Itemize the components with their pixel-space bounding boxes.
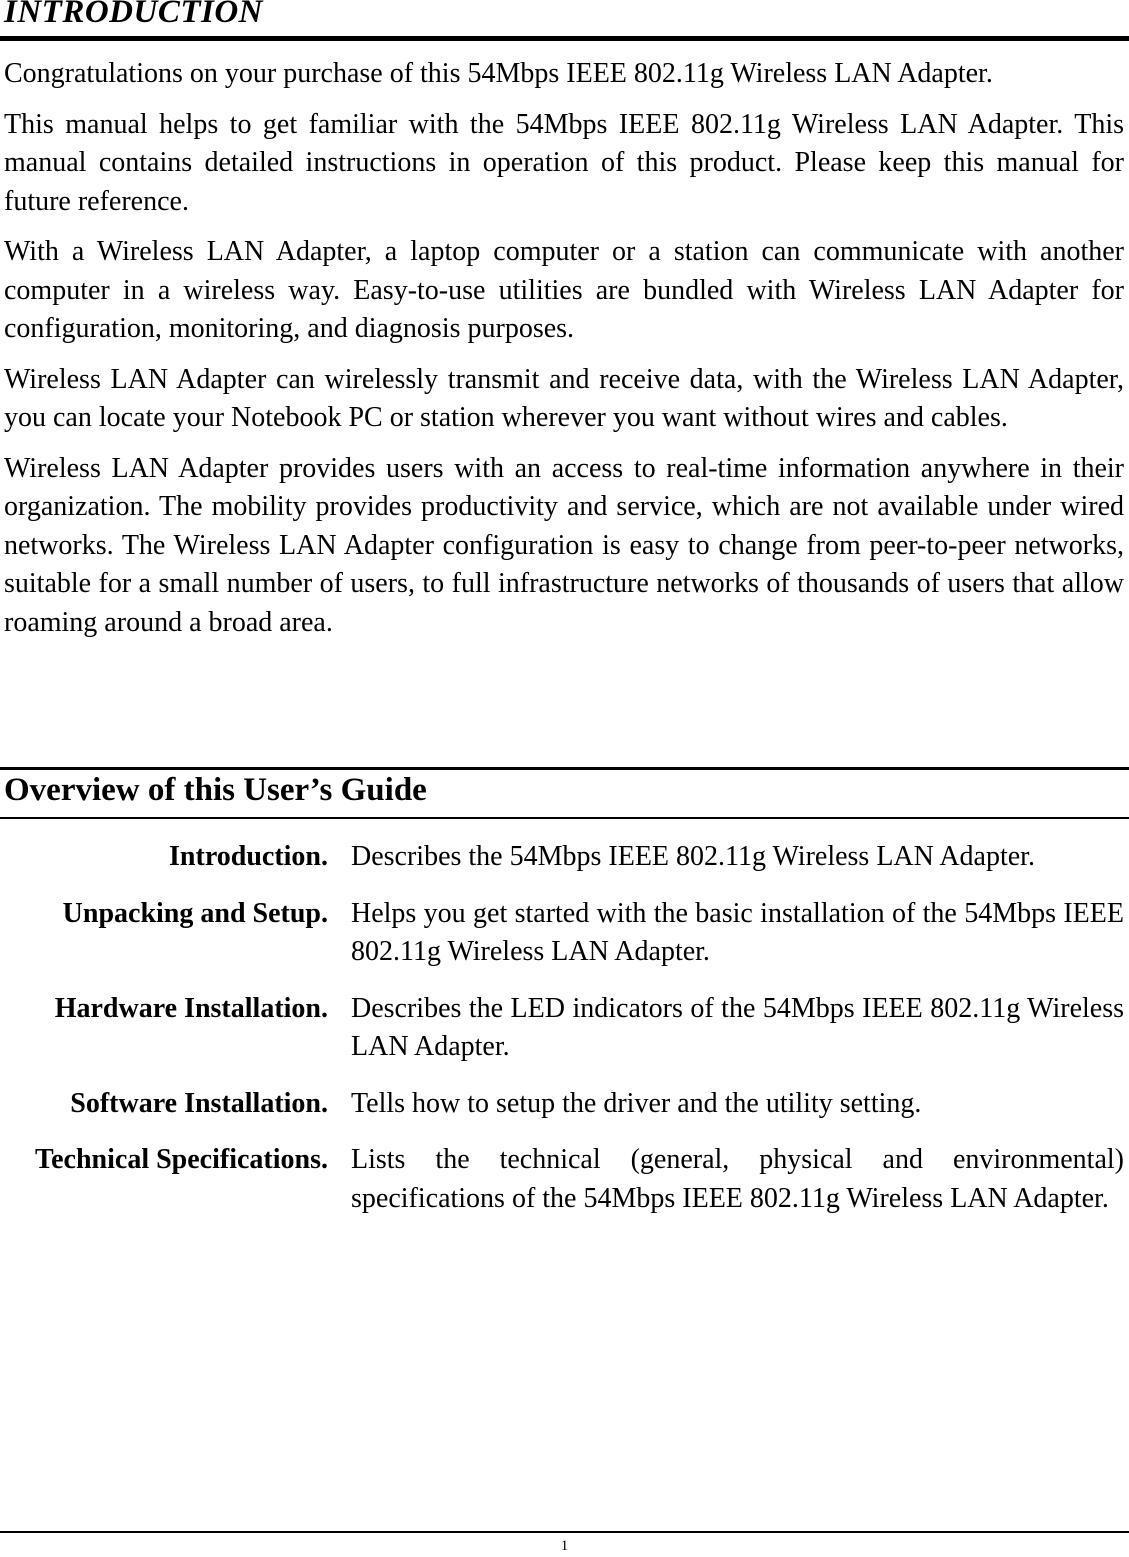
intro-paragraph: Wireless LAN Adapter provides users with an access to real-time information anywhere in their organization. The mobility provides productivity and service, which are not available under wired networks. The Wireless LAN Adapter configuration is easy to change from peer-to-peer networks, suitable for a small number of users, to full infrastructure networks of thousands of users that allow roaming around a broad area. [4,452,1124,638]
overview-list [0,838,1124,1236]
title-rule [0,36,1129,41]
intro-body [4,55,1124,654]
overview-desc: Describes the 54Mbps IEEE 802.11g Wireless LAN Adapter. [351,841,1035,872]
section-heading: Overview of this User’s Guide [4,772,427,808]
page-title: INTRODUCTION [4,0,264,30]
overview-row [0,1085,1124,1124]
intro-paragraph: Wireless LAN Adapter can wirelessly transmit and receive data, with the Wireless LAN Adapter, you can locate your Notebook PC or station wherever you want without wires and cables. [4,363,1124,433]
overview-term: Technical Specifications. [35,1144,328,1175]
footer-rule [0,1531,1129,1533]
overview-desc: Helps you get started with the basic installation of the 54Mbps IEEE 802.11g Wireless LAN Adapter. [351,897,1124,967]
overview-desc: Lists the technical (general, physical and environmental) specifications of the 54Mbps IEEE 802.11g Wireless LAN Adapter. [351,1144,1124,1214]
section-rule-top [0,767,1129,770]
overview-desc: Describes the LED indicators of the 54Mbps IEEE 802.11g Wireless LAN Adapter. [351,992,1124,1062]
overview-row [0,990,1124,1067]
overview-term: Unpacking and Setup. [62,897,328,929]
intro-paragraph: With a Wireless LAN Adapter, a laptop computer or a station can communicate with another computer in a wireless way. Easy-to-use utilities are bundled with Wireless LAN Adapter for configuration, monitoring, and diagnosis purposes. [4,236,1124,344]
overview-row [0,1141,1124,1218]
overview-row [0,838,1124,877]
overview-desc: Tells how to setup the driver and the utility setting. [351,1087,922,1119]
overview-term: Introduction. [169,841,328,872]
page-number: 1 [560,1538,569,1554]
overview-row [0,895,1124,972]
overview-term: Hardware Installation. [54,992,328,1024]
overview-term: Software Installation. [70,1087,328,1119]
intro-paragraph: Congratulations on your purchase of this 54Mbps IEEE 802.11g Wireless LAN Adapter. [4,58,993,89]
section-rule-bottom [0,817,1129,819]
intro-paragraph: This manual helps to get familiar with the 54Mbps IEEE 802.11g Wireless LAN Adapter. This manual contains detailed instructions in operation of this product. Please keep this manual for future reference. [4,108,1124,217]
